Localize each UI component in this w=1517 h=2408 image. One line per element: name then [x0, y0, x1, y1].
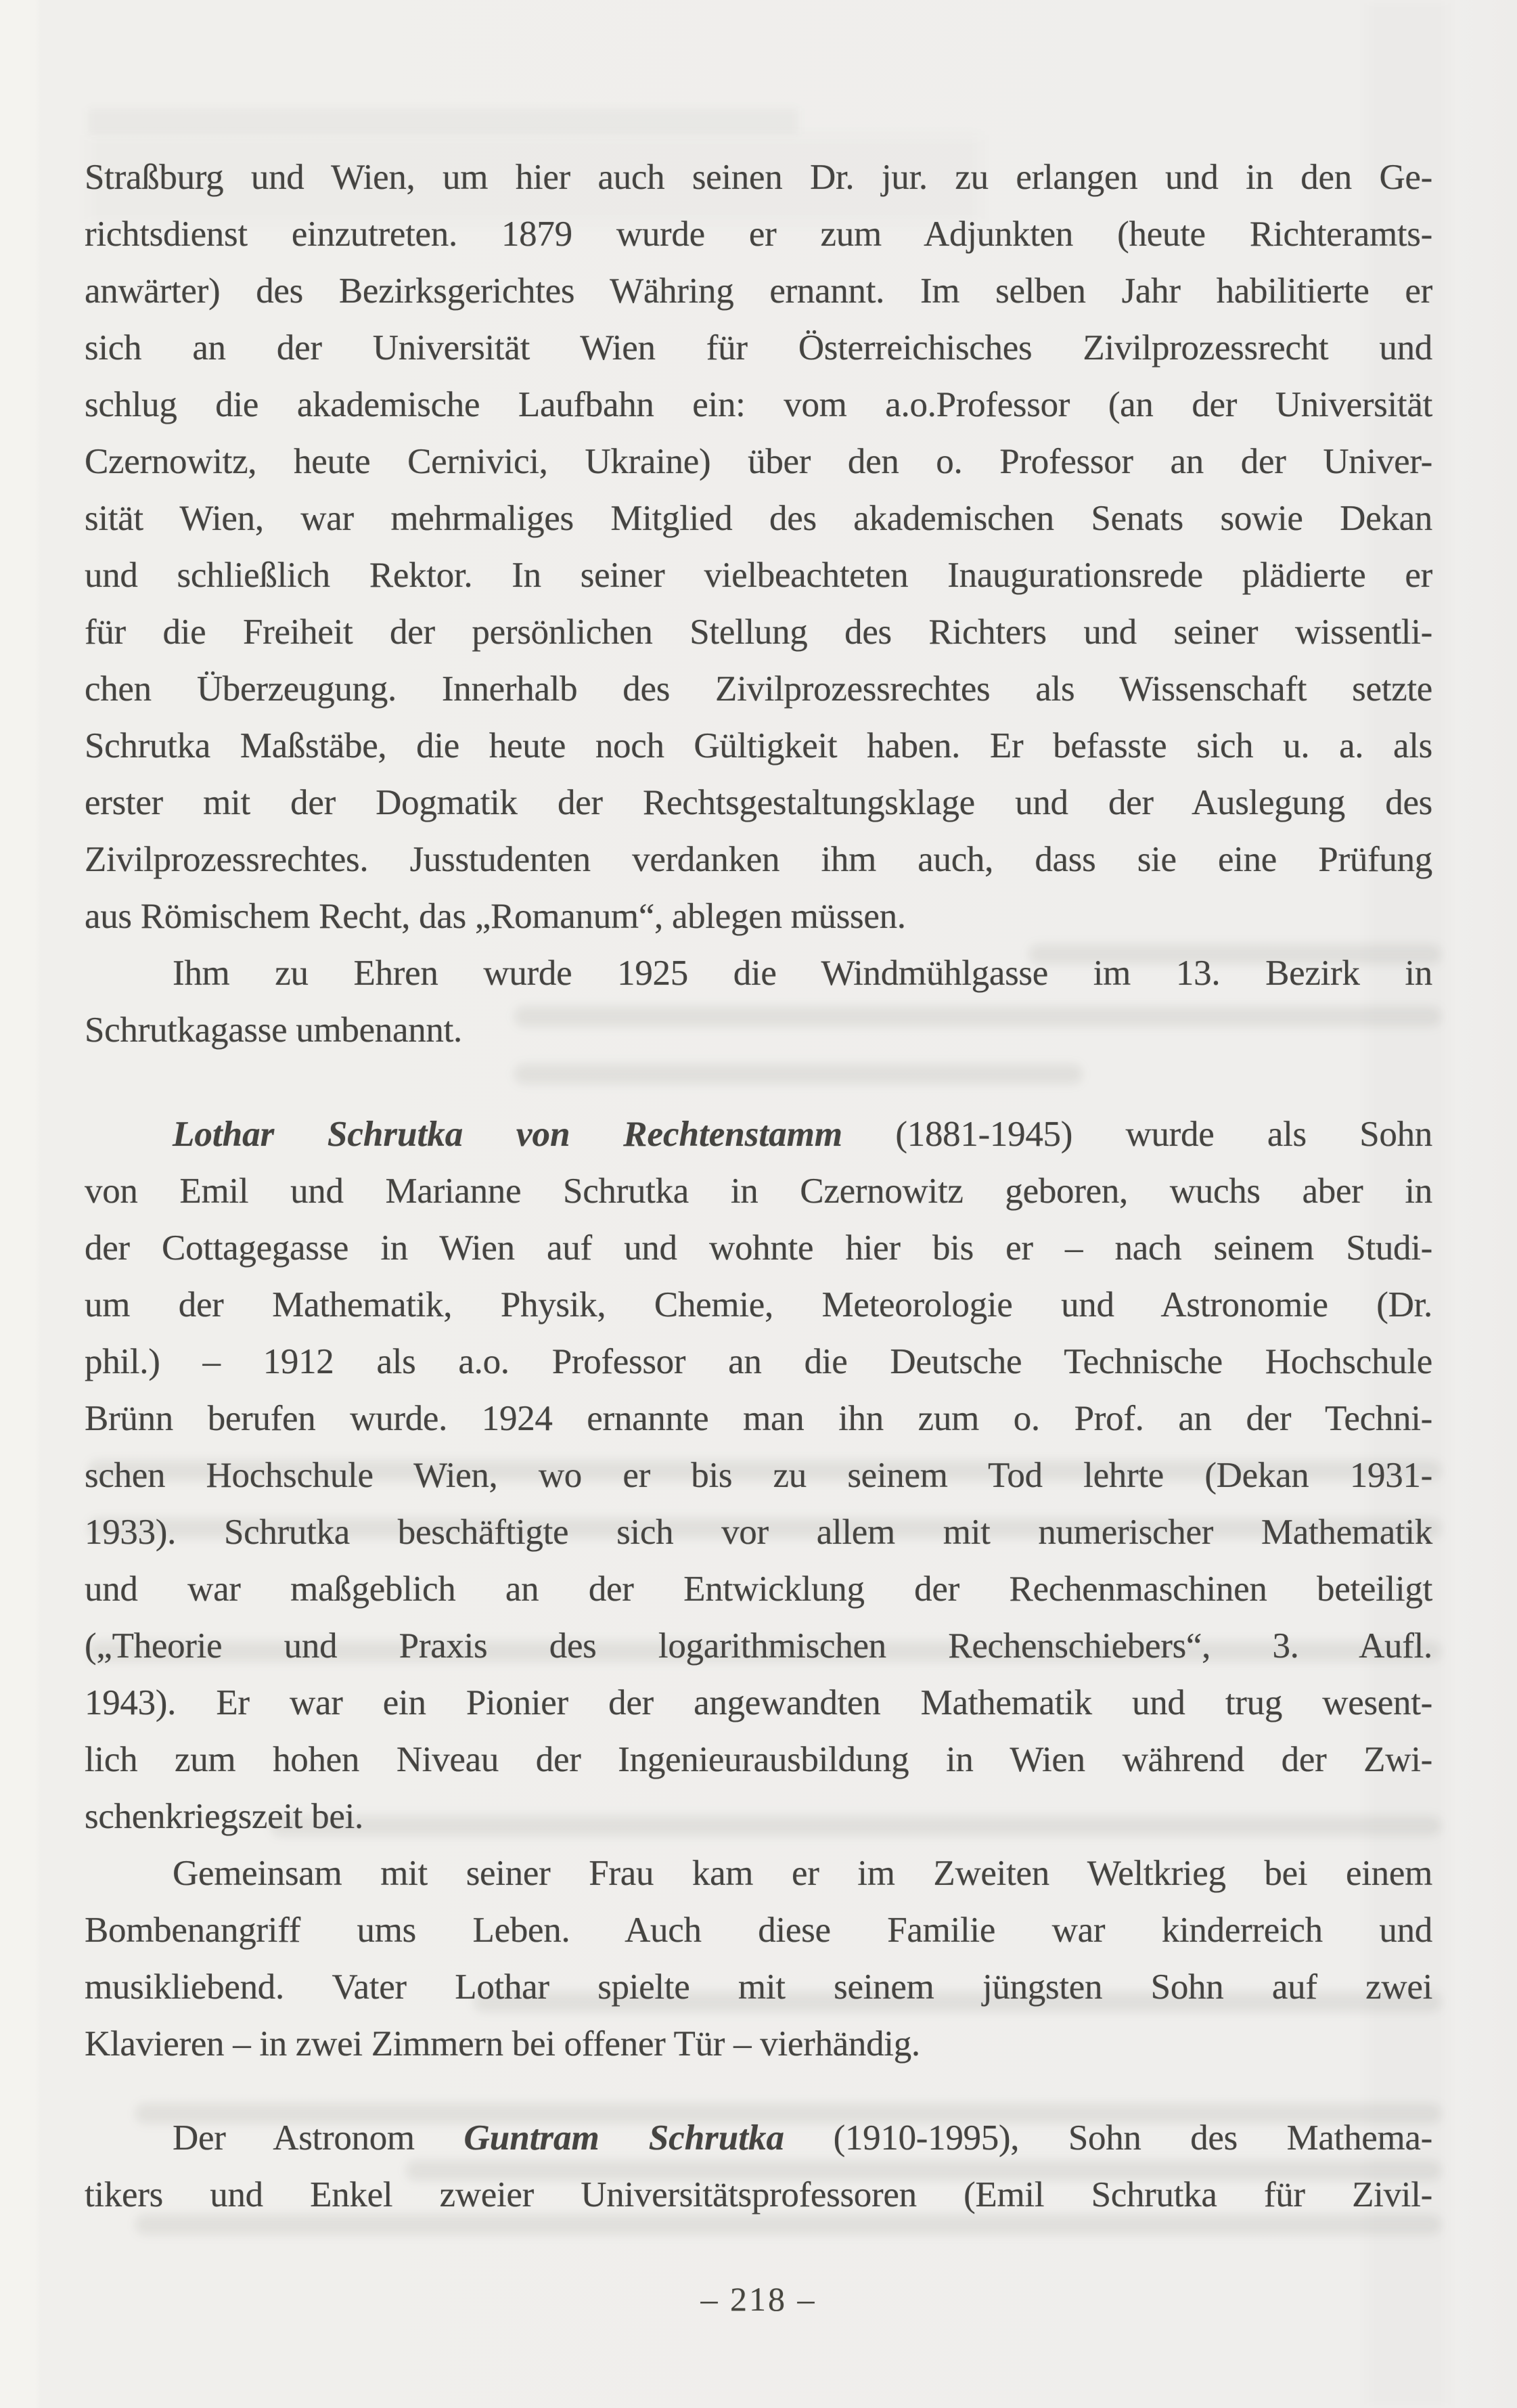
- text-line: [85, 2110, 1432, 2166]
- text-line: sität Wien, war mehrmaliges Mitglied des akademischen Senats sowie Dekan: [85, 499, 1432, 538]
- page-text-block: [85, 149, 1432, 2223]
- text-segment: (1881-1945) wurde als Sohn: [842, 1115, 1433, 1154]
- text-line: Czernowitz, heute Cernivici, Ukraine) über den o. Professor an der Univer-: [85, 442, 1432, 481]
- text-line: schlug die akademische Laufbahn ein: vom a.o.Professor (an der Universität: [85, 385, 1432, 424]
- text-line: 1933). Schrutka beschäftigte sich vor allem mit numerischer Mathematik: [85, 1513, 1432, 1552]
- paragraph: [85, 149, 1432, 945]
- text-line: 1943). Er war ein Pionier der angewandten Mathematik und trug wesent-: [85, 1683, 1432, 1722]
- text-line: schen Hochschule Wien, wo er bis zu seinem Tod lehrte (Dekan 1931-: [85, 1456, 1432, 1495]
- text-line: Bombenangriff ums Leben. Auch diese Familie war kinderreich und: [85, 1911, 1432, 1950]
- text-line: sich an der Universität Wien für Österreichisches Zivilprozessrecht und: [85, 328, 1432, 367]
- text-line: richtsdienst einzutreten. 1879 wurde er zum Adjunkten (heute Richteramts-: [85, 215, 1432, 254]
- text-line: schenkriegszeit bei.: [85, 1797, 363, 1836]
- text-line: und war maßgeblich an der Entwicklung der Rechenmaschinen beteiligt: [85, 1569, 1432, 1609]
- text-line: Ihm zu Ehren wurde 1925 die Windmühlgasse im 13. Bezirk in: [173, 954, 1432, 993]
- text-line: Straßburg und Wien, um hier auch seinen Dr. jur. zu erlangen und in den Ge-: [85, 158, 1432, 197]
- text-line: der Cottagegasse in Wien auf und wohnte hier bis er – nach seinem Studi-: [85, 1228, 1432, 1268]
- paragraph: [85, 1106, 1432, 1845]
- text-segment: Der Astronom: [173, 2118, 464, 2158]
- text-line: für die Freiheit der persönlichen Stellung des Richters und seiner wissentli-: [85, 612, 1432, 652]
- text-line: Gemeinsam mit seiner Frau kam er im Zweiten Weltkrieg bei einem: [173, 1854, 1432, 1893]
- text-line: lich zum hohen Niveau der Ingenieurausbildung in Wien während der Zwi-: [85, 1740, 1432, 1779]
- text-line: phil.) – 1912 als a.o. Professor an die Deutsche Technische Hochschule: [85, 1342, 1432, 1381]
- text-line: anwärter) des Bezirksgerichtes Währing ernannt. Im selben Jahr habilitierte er: [85, 271, 1432, 311]
- text-line: Klavieren – in zwei Zimmern bei offener Tür – vierhändig.: [85, 2024, 920, 2064]
- text-line: tikers und Enkel zweier Universitätsprofessoren (Emil Schrutka für Zivil-: [85, 2175, 1432, 2214]
- text-line: erster mit der Dogmatik der Rechtsgestaltungsklage und der Auslegung des: [85, 783, 1432, 822]
- scan-artifact-band: [88, 108, 798, 134]
- text-line: von Emil und Marianne Schrutka in Czernowitz geboren, wuchs aber in: [85, 1172, 1432, 1211]
- text-line: aus Römischem Recht, das „Romanum“, ablegen müssen.: [85, 897, 906, 936]
- text-segment: (1910-1995), Sohn des Mathema-: [784, 2118, 1432, 2158]
- text-line: („Theorie und Praxis des logarithmischen Rechenschiebers“, 3. Aufl.: [85, 1626, 1432, 1666]
- person-name-emphasis: Lothar Schrutka von Rechtenstamm: [173, 1115, 843, 1154]
- paragraph: [85, 2110, 1432, 2223]
- text-line: Zivilprozessrechtes. Jusstudenten verdanken ihm auch, dass sie eine Prüfung: [85, 840, 1432, 879]
- paragraph: [85, 1845, 1432, 2072]
- text-line: Schrutka Maßstäbe, die heute noch Gültigkeit haben. Er befasste sich u. a. als: [85, 726, 1432, 765]
- text-line: chen Überzeugung. Innerhalb des Zivilprozessrechtes als Wissenschaft setzte: [85, 669, 1432, 709]
- text-line: um der Mathematik, Physik, Chemie, Meteorologie und Astronomie (Dr.: [85, 1285, 1432, 1324]
- person-name-emphasis: Guntram Schrutka: [463, 2118, 784, 2158]
- text-line: [85, 1106, 1432, 1163]
- text-line: musikliebend. Vater Lothar spielte mit seinem jüngsten Sohn auf zwei: [85, 1967, 1432, 2007]
- paragraph: [85, 945, 1432, 1058]
- text-line: Brünn berufen wurde. 1924 ernannte man ihn zum o. Prof. an der Techni-: [85, 1399, 1432, 1438]
- page-number: – 218 –: [700, 2280, 817, 2318]
- text-line: Schrutkagasse umbenannt.: [85, 1010, 462, 1050]
- text-line: und schließlich Rektor. In seiner vielbeachteten Inaugurationsrede plädierte er: [85, 556, 1432, 595]
